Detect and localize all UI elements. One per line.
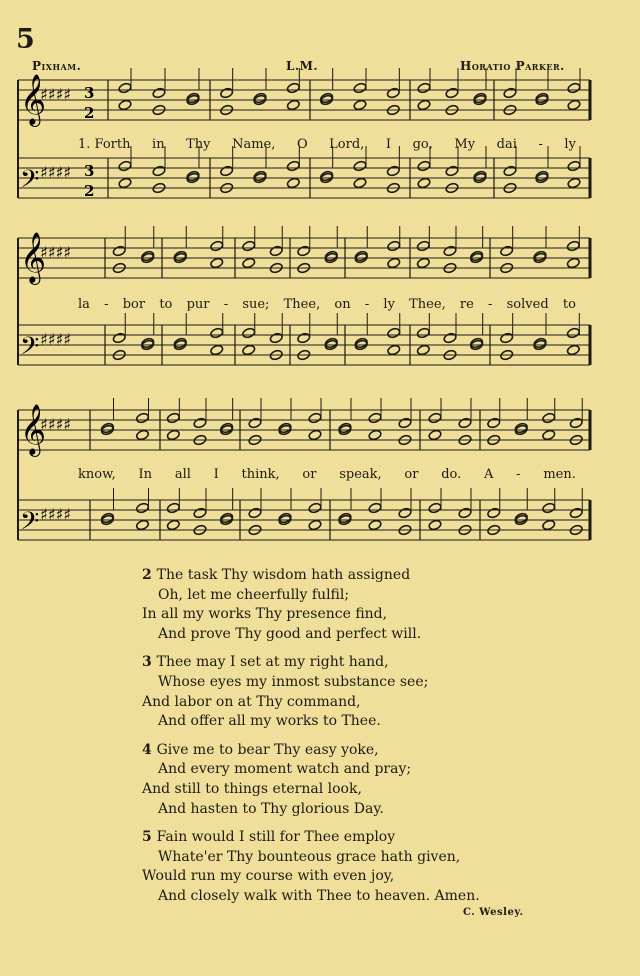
treble-clef-icon: 𝄞	[20, 232, 47, 283]
note-head	[135, 429, 149, 441]
time-signature: 2	[84, 104, 95, 122]
stanza-line	[142, 741, 480, 761]
note-head	[542, 502, 556, 514]
lyrics-line-1	[78, 137, 576, 152]
note-head	[503, 87, 517, 99]
lyric-syllable: or	[404, 467, 419, 482]
lyric-syllable: dai	[496, 137, 517, 152]
stanza-text: Thee may I set at my right hand,	[156, 654, 389, 671]
note-head	[368, 412, 382, 424]
stanza-text: And offer all my works to Thee.	[158, 713, 381, 730]
lyric-syllable: in	[152, 137, 165, 152]
stanza-text: Fain would I still for Thee employ	[156, 829, 396, 846]
lyric-syllable: to	[159, 297, 173, 312]
note-head	[500, 245, 514, 257]
note-head	[445, 87, 459, 99]
lyric-syllable: know,	[78, 467, 116, 482]
note-head	[286, 99, 300, 111]
stanza-text: And every moment watch and pray;	[158, 761, 412, 778]
note-head	[417, 177, 431, 189]
stanza-text: And prove Thy good and perfect will.	[158, 625, 422, 642]
stanza	[142, 566, 480, 644]
lyric-syllable: Thee,	[409, 297, 446, 312]
note-head	[566, 327, 580, 339]
note-head	[566, 240, 580, 252]
lyric-syllable: 1. Forth	[78, 137, 131, 152]
note-head	[353, 177, 367, 189]
lyric-syllable: pur	[186, 297, 210, 312]
note-head	[248, 507, 262, 519]
note-head	[567, 160, 581, 172]
note-head	[417, 99, 431, 111]
stanza-line	[142, 867, 480, 887]
key-signature-icon: ♯♯♯♯	[40, 505, 71, 524]
stanza-text: Whate'er Thy bounteous grace hath given,	[158, 848, 461, 865]
stanza-text: And closely walk with Thee to heaven. Amen.	[158, 887, 480, 904]
stanza-line	[142, 760, 480, 780]
lyric-syllable: Thy	[186, 137, 211, 152]
note-head	[135, 519, 149, 531]
note-head	[286, 160, 300, 172]
note-head	[416, 257, 430, 269]
key-signature-icon: ♯♯♯♯	[40, 243, 71, 262]
note-head	[220, 165, 234, 177]
note-head	[353, 160, 367, 172]
lyric-syllable: -	[104, 297, 109, 312]
key-signature-icon: ♯♯♯♯	[40, 415, 71, 434]
note-head	[135, 412, 149, 424]
note-head	[220, 87, 234, 99]
note-head	[387, 257, 401, 269]
lyrics-line-3	[78, 467, 576, 482]
note-head	[210, 240, 224, 252]
note-head	[308, 412, 322, 424]
note-head	[566, 344, 580, 356]
treble-clef-icon: 𝄞	[20, 404, 47, 455]
note-head	[443, 245, 457, 257]
stanza-line	[142, 673, 480, 693]
tune-name: Pixham.	[32, 59, 82, 73]
time-signature: 3	[84, 84, 95, 102]
note-head	[297, 245, 311, 257]
stanza	[142, 653, 480, 731]
stanza	[142, 828, 480, 906]
note-head	[166, 429, 180, 441]
note-head	[368, 502, 382, 514]
time-signature: 3	[84, 162, 95, 180]
lyric-syllable: all	[174, 467, 191, 482]
note-head	[269, 245, 283, 257]
lyric-syllable: on	[334, 297, 351, 312]
key-signature-icon: ♯♯♯♯	[40, 330, 71, 349]
stanza-text: The task Thy wisdom hath assigned	[156, 567, 411, 583]
note-head	[443, 332, 457, 344]
lyric-syllable: Thee,	[283, 297, 321, 312]
stanza-line	[142, 712, 480, 732]
bass-clef-icon: 𝄢	[20, 165, 40, 200]
note-head	[118, 99, 132, 111]
note-head	[166, 412, 180, 424]
note-head	[567, 99, 581, 111]
note-head	[458, 417, 472, 429]
note-head	[487, 417, 501, 429]
note-head	[566, 257, 580, 269]
note-head	[242, 257, 256, 269]
note-head	[487, 507, 501, 519]
lyric-syllable: A	[484, 467, 494, 482]
note-head	[428, 519, 442, 531]
note-head	[112, 332, 126, 344]
note-head	[428, 429, 442, 441]
note-head	[308, 429, 322, 441]
note-head	[353, 99, 367, 111]
note-head	[269, 332, 283, 344]
stanza-text: In all my works Thy presence find,	[142, 606, 388, 623]
stanzas	[142, 566, 480, 916]
lyric-syllable: My	[454, 137, 476, 152]
note-head	[542, 429, 556, 441]
stanza-number: 2	[142, 567, 157, 583]
lyric-syllable: ly	[383, 297, 395, 312]
composer: Horatio Parker.	[460, 59, 565, 73]
note-head	[428, 412, 442, 424]
note-head	[308, 519, 322, 531]
note-head	[417, 160, 431, 172]
stanza-line	[142, 605, 480, 625]
note-head	[569, 507, 583, 519]
note-head	[166, 519, 180, 531]
note-head	[297, 332, 311, 344]
lyric-syllable: I	[213, 467, 219, 482]
lyric-syllable: re	[459, 297, 474, 312]
note-head	[242, 344, 256, 356]
note-head	[386, 87, 400, 99]
stanza-line	[142, 780, 480, 800]
note-head	[286, 177, 300, 189]
note-head	[118, 82, 132, 94]
lyric-syllable: men.	[543, 467, 576, 482]
note-head	[398, 417, 412, 429]
lyric-syllable: go,	[412, 137, 433, 152]
hymn-number: 5	[16, 24, 35, 55]
stanza-text: Whose eyes my inmost substance see;	[158, 673, 429, 690]
note-head	[500, 332, 514, 344]
note-head	[542, 412, 556, 424]
stanza-text: And hasten to Thy glorious Day.	[158, 800, 384, 817]
note-head	[387, 344, 401, 356]
lyric-syllable: -	[538, 137, 543, 152]
stanza-number: 4	[142, 741, 157, 758]
note-head	[368, 519, 382, 531]
note-head	[353, 82, 367, 94]
stanza-text: And still to things eternal look,	[142, 780, 362, 797]
note-head	[248, 417, 262, 429]
lyric-syllable: -	[516, 467, 521, 482]
lyric-syllable: I	[385, 137, 392, 152]
note-head	[210, 344, 224, 356]
note-head	[242, 240, 256, 252]
note-head	[416, 327, 430, 339]
lyric-syllable: do.	[441, 467, 462, 482]
stanza-line	[142, 586, 480, 606]
stanza-line	[142, 848, 480, 868]
note-head	[567, 177, 581, 189]
time-signature: 2	[84, 182, 95, 200]
note-head	[152, 87, 166, 99]
note-head	[387, 327, 401, 339]
note-head	[368, 429, 382, 441]
note-head	[112, 245, 126, 257]
lyric-syllable: -	[488, 297, 493, 312]
lyric-syllable: to	[562, 297, 576, 312]
stanza-text: And labor on at Thy command,	[142, 693, 361, 710]
lyric-syllable: solved	[506, 297, 549, 312]
key-signature-icon: ♯♯♯♯	[40, 163, 71, 182]
lyric-syllable: think,	[241, 467, 280, 482]
note-head	[118, 160, 132, 172]
note-head	[193, 507, 207, 519]
lyric-syllable: sue;	[242, 297, 270, 312]
note-head	[567, 82, 581, 94]
note-head	[118, 177, 132, 189]
note-head	[166, 502, 180, 514]
stanza-line	[142, 887, 480, 907]
stanza-line	[142, 566, 480, 586]
stanza	[142, 741, 480, 819]
note-head	[193, 417, 207, 429]
note-head	[386, 165, 400, 177]
stanza-number: 3	[142, 654, 157, 671]
note-head	[416, 240, 430, 252]
bass-clef-icon: 𝄢	[20, 332, 40, 367]
lyric-syllable: -	[223, 297, 229, 312]
lyrics-line-2	[78, 297, 576, 312]
note-head	[387, 240, 401, 252]
stanza-line	[142, 625, 480, 645]
note-head	[569, 417, 583, 429]
stanza-line	[142, 693, 480, 713]
stanza-line	[142, 800, 480, 820]
stanza-line	[142, 828, 480, 848]
bass-clef-icon: 𝄢	[20, 507, 40, 542]
note-head	[542, 519, 556, 531]
note-head	[445, 165, 459, 177]
note-head	[210, 327, 224, 339]
lyric-syllable: -	[364, 297, 370, 312]
note-head	[242, 327, 256, 339]
note-head	[135, 502, 149, 514]
meter: L.M.	[286, 59, 319, 73]
treble-clef-icon: 𝄞	[20, 74, 47, 125]
lyric-syllable: In	[138, 467, 153, 482]
lyric-syllable: la	[78, 297, 90, 312]
lyric-syllable: Lord,	[329, 137, 365, 152]
lyric-syllable: Name,	[232, 137, 276, 152]
note-head	[152, 165, 166, 177]
author-credit: C. Wesley.	[463, 907, 524, 918]
lyric-syllable: bor	[122, 297, 146, 312]
note-head	[417, 82, 431, 94]
note-head	[308, 502, 322, 514]
lyric-syllable: O	[296, 137, 308, 152]
lyric-syllable: ly	[564, 137, 576, 152]
note-head	[286, 82, 300, 94]
note-head	[503, 165, 517, 177]
note-head	[458, 507, 472, 519]
stanza-text: Give me to bear Thy easy yoke,	[156, 741, 379, 758]
note-head	[210, 257, 224, 269]
stanza-line	[142, 653, 480, 673]
note-head	[398, 507, 412, 519]
key-signature-icon: ♯♯♯♯	[40, 85, 71, 104]
lyric-syllable: speak,	[339, 467, 382, 482]
stanza-number: 5	[142, 829, 157, 846]
note-head	[428, 502, 442, 514]
stanza-text: Oh, let me cheerfully fulfil;	[158, 586, 350, 603]
lyric-syllable: or	[302, 467, 317, 482]
stanza-text: Would run my course with even joy,	[142, 868, 395, 885]
note-head	[416, 344, 430, 356]
